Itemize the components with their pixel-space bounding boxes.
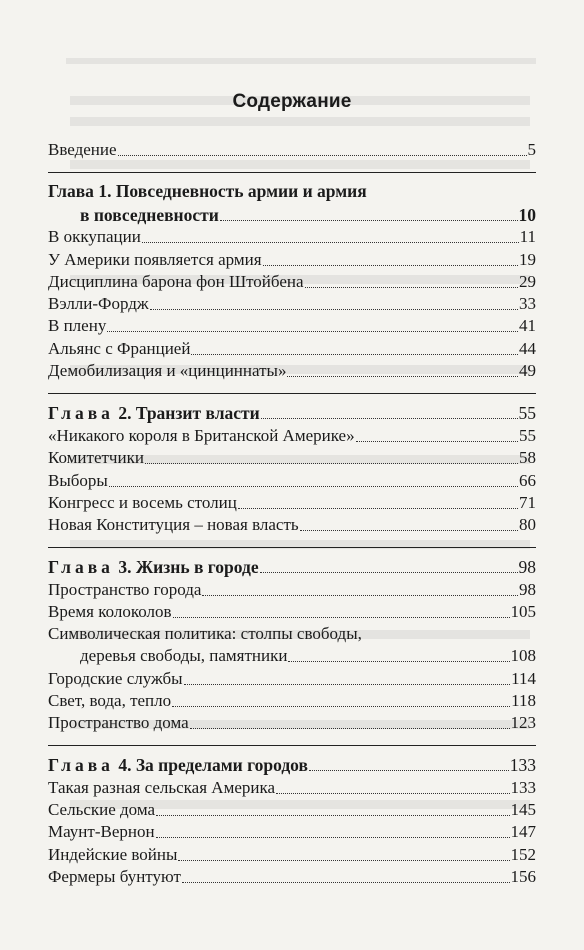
chapter-prefix: Глава [48,403,114,423]
dot-leader [261,418,518,419]
entry-page: 114 [511,669,536,688]
toc-entry[interactable] [48,470,536,492]
entry-title: У Америки появляется армия [48,250,262,269]
entry-title: Пространство города [48,580,202,599]
toc-entry[interactable] [48,360,536,382]
section-divider [48,547,536,548]
dot-leader [142,242,519,243]
toc-entry[interactable] [48,821,536,843]
chapter-3-heading[interactable] [48,556,536,578]
chapter-page: 10 [518,205,536,225]
toc-entry[interactable] [48,777,536,799]
dot-leader [172,706,510,707]
entry-page: 118 [511,691,536,710]
dot-leader [309,770,509,771]
toc-entry[interactable] [48,514,536,536]
entry-title: Конгресс и восемь столиц [48,493,237,512]
toc-entry[interactable] [48,799,536,821]
entry-title: Вэлли-Фордж [48,294,149,313]
toc-entry[interactable] [48,249,536,271]
dot-leader [288,661,509,662]
entry-page: 71 [519,493,536,512]
chapter-title-line1: 1. Повседневность армии и армия [98,181,367,201]
dot-leader [156,815,509,816]
entry-title: Альянс с Францией [48,339,191,358]
entry-page: 145 [510,800,536,819]
dot-leader [276,793,509,794]
entry-title: Время колоколов [48,602,172,621]
chapter-title-line2: в повседневности [80,205,219,225]
section-divider [48,172,536,173]
dot-leader [356,441,518,442]
toc-entry[interactable] [48,338,536,360]
toc-entry[interactable] [48,293,536,315]
dot-leader [202,595,518,596]
toc-entry-line2[interactable] [80,645,536,667]
toc-entry[interactable] [48,447,536,469]
entry-page: 58 [519,448,536,467]
dot-leader [287,376,518,377]
entry-page: 11 [519,227,536,246]
entry-title: Введение [48,140,117,159]
dot-leader [191,354,518,355]
entry-page: 29 [519,272,536,291]
entry-page: 80 [519,515,536,534]
toc-entry[interactable] [48,579,536,601]
entry-title: Комитетчики [48,448,144,467]
dot-leader [220,220,518,221]
toc-entry[interactable] [48,425,536,447]
toc-entry[interactable] [48,712,536,734]
chapter-1-title-line2[interactable] [80,204,536,226]
toc-entry[interactable] [48,226,536,248]
entry-page: 152 [510,845,536,864]
entry-page: 66 [519,471,536,490]
section-divider [48,745,536,746]
toc-entry[interactable] [48,844,536,866]
toc-entry[interactable] [48,690,536,712]
chapter-2-heading[interactable] [48,402,536,424]
entry-page: 98 [519,580,536,599]
chapter-4-heading[interactable] [48,754,536,776]
entry-title: Городские службы [48,669,183,688]
toc-entry[interactable] [48,315,536,337]
entry-title: Индейские войны [48,845,178,864]
toc-entry[interactable] [48,668,536,690]
entry-title: Символическая политика: столпы свободы, [48,624,362,643]
entry-page: 55 [519,426,536,445]
toc-entry-intro[interactable] [48,139,536,161]
entry-page: 33 [519,294,536,313]
entry-title: Новая Конституция – новая власть [48,515,299,534]
dot-leader [107,331,518,332]
entry-title: Дисциплина барона фон Штойбена [48,272,304,291]
entry-title: Маунт-Вернон [48,822,155,841]
dot-leader [182,882,510,883]
chapter-prefix: Глава [48,557,114,577]
dot-leader [109,486,518,487]
entry-page: 49 [519,361,536,380]
dot-leader [190,728,510,729]
toc-entry[interactable] [48,492,536,514]
entry-page: 44 [519,339,536,358]
page-title: Содержание [232,91,352,112]
chapter-title-line1: 4. За пределами городов [118,755,308,775]
chapter-prefix: Глава [48,181,94,201]
entry-page: 41 [519,316,536,335]
entry-page: 5 [527,140,536,159]
dot-leader [150,309,518,310]
dot-leader [305,287,518,288]
chapter-prefix: Глава [48,755,114,775]
dot-leader [178,860,509,861]
chapter-page: 133 [509,755,536,775]
dot-leader [173,617,510,618]
toc-entry-line1[interactable] [48,623,362,645]
entry-title-continued: деревья свободы, памятники [80,646,288,665]
dot-leader [118,155,527,156]
entry-title: Фермеры бунтуют [48,867,181,886]
entry-title: В оккупации [48,227,141,246]
toc-entry[interactable] [48,866,536,888]
entry-page: 147 [510,822,536,841]
entry-title: Свет, вода, тепло [48,691,172,710]
entry-page: 156 [510,867,536,886]
chapter-page: 55 [518,403,536,423]
dot-leader [238,508,518,509]
chapter-title-line1: 2. Транзит власти [118,403,260,423]
dot-leader [260,572,518,573]
dot-leader [145,463,518,464]
entry-page: 108 [510,646,536,665]
entry-title: Такая разная сельская Америка [48,778,276,797]
chapter-title-line1: 3. Жизнь в городе [118,557,259,577]
dot-leader [156,837,510,838]
toc-entry[interactable] [48,271,536,293]
section-divider [48,393,536,394]
dot-leader [300,530,518,531]
entry-page: 105 [510,602,536,621]
entry-title: Пространство дома [48,713,189,732]
entry-page: 123 [510,713,536,732]
entry-page: 19 [519,250,536,269]
chapter-page: 98 [518,557,536,577]
entry-title: Демобилизация и «цинциннаты» [48,361,287,380]
entry-page: 133 [510,778,536,797]
toc-entry[interactable] [48,601,536,623]
entry-title: «Никакого короля в Британской Америке» [48,426,355,445]
entry-title: Выборы [48,471,108,490]
entry-title: В плену [48,316,107,335]
chapter-1-heading[interactable] [48,180,367,202]
dot-leader [263,265,518,266]
dot-leader [184,684,511,685]
entry-title: Сельские дома [48,800,156,819]
